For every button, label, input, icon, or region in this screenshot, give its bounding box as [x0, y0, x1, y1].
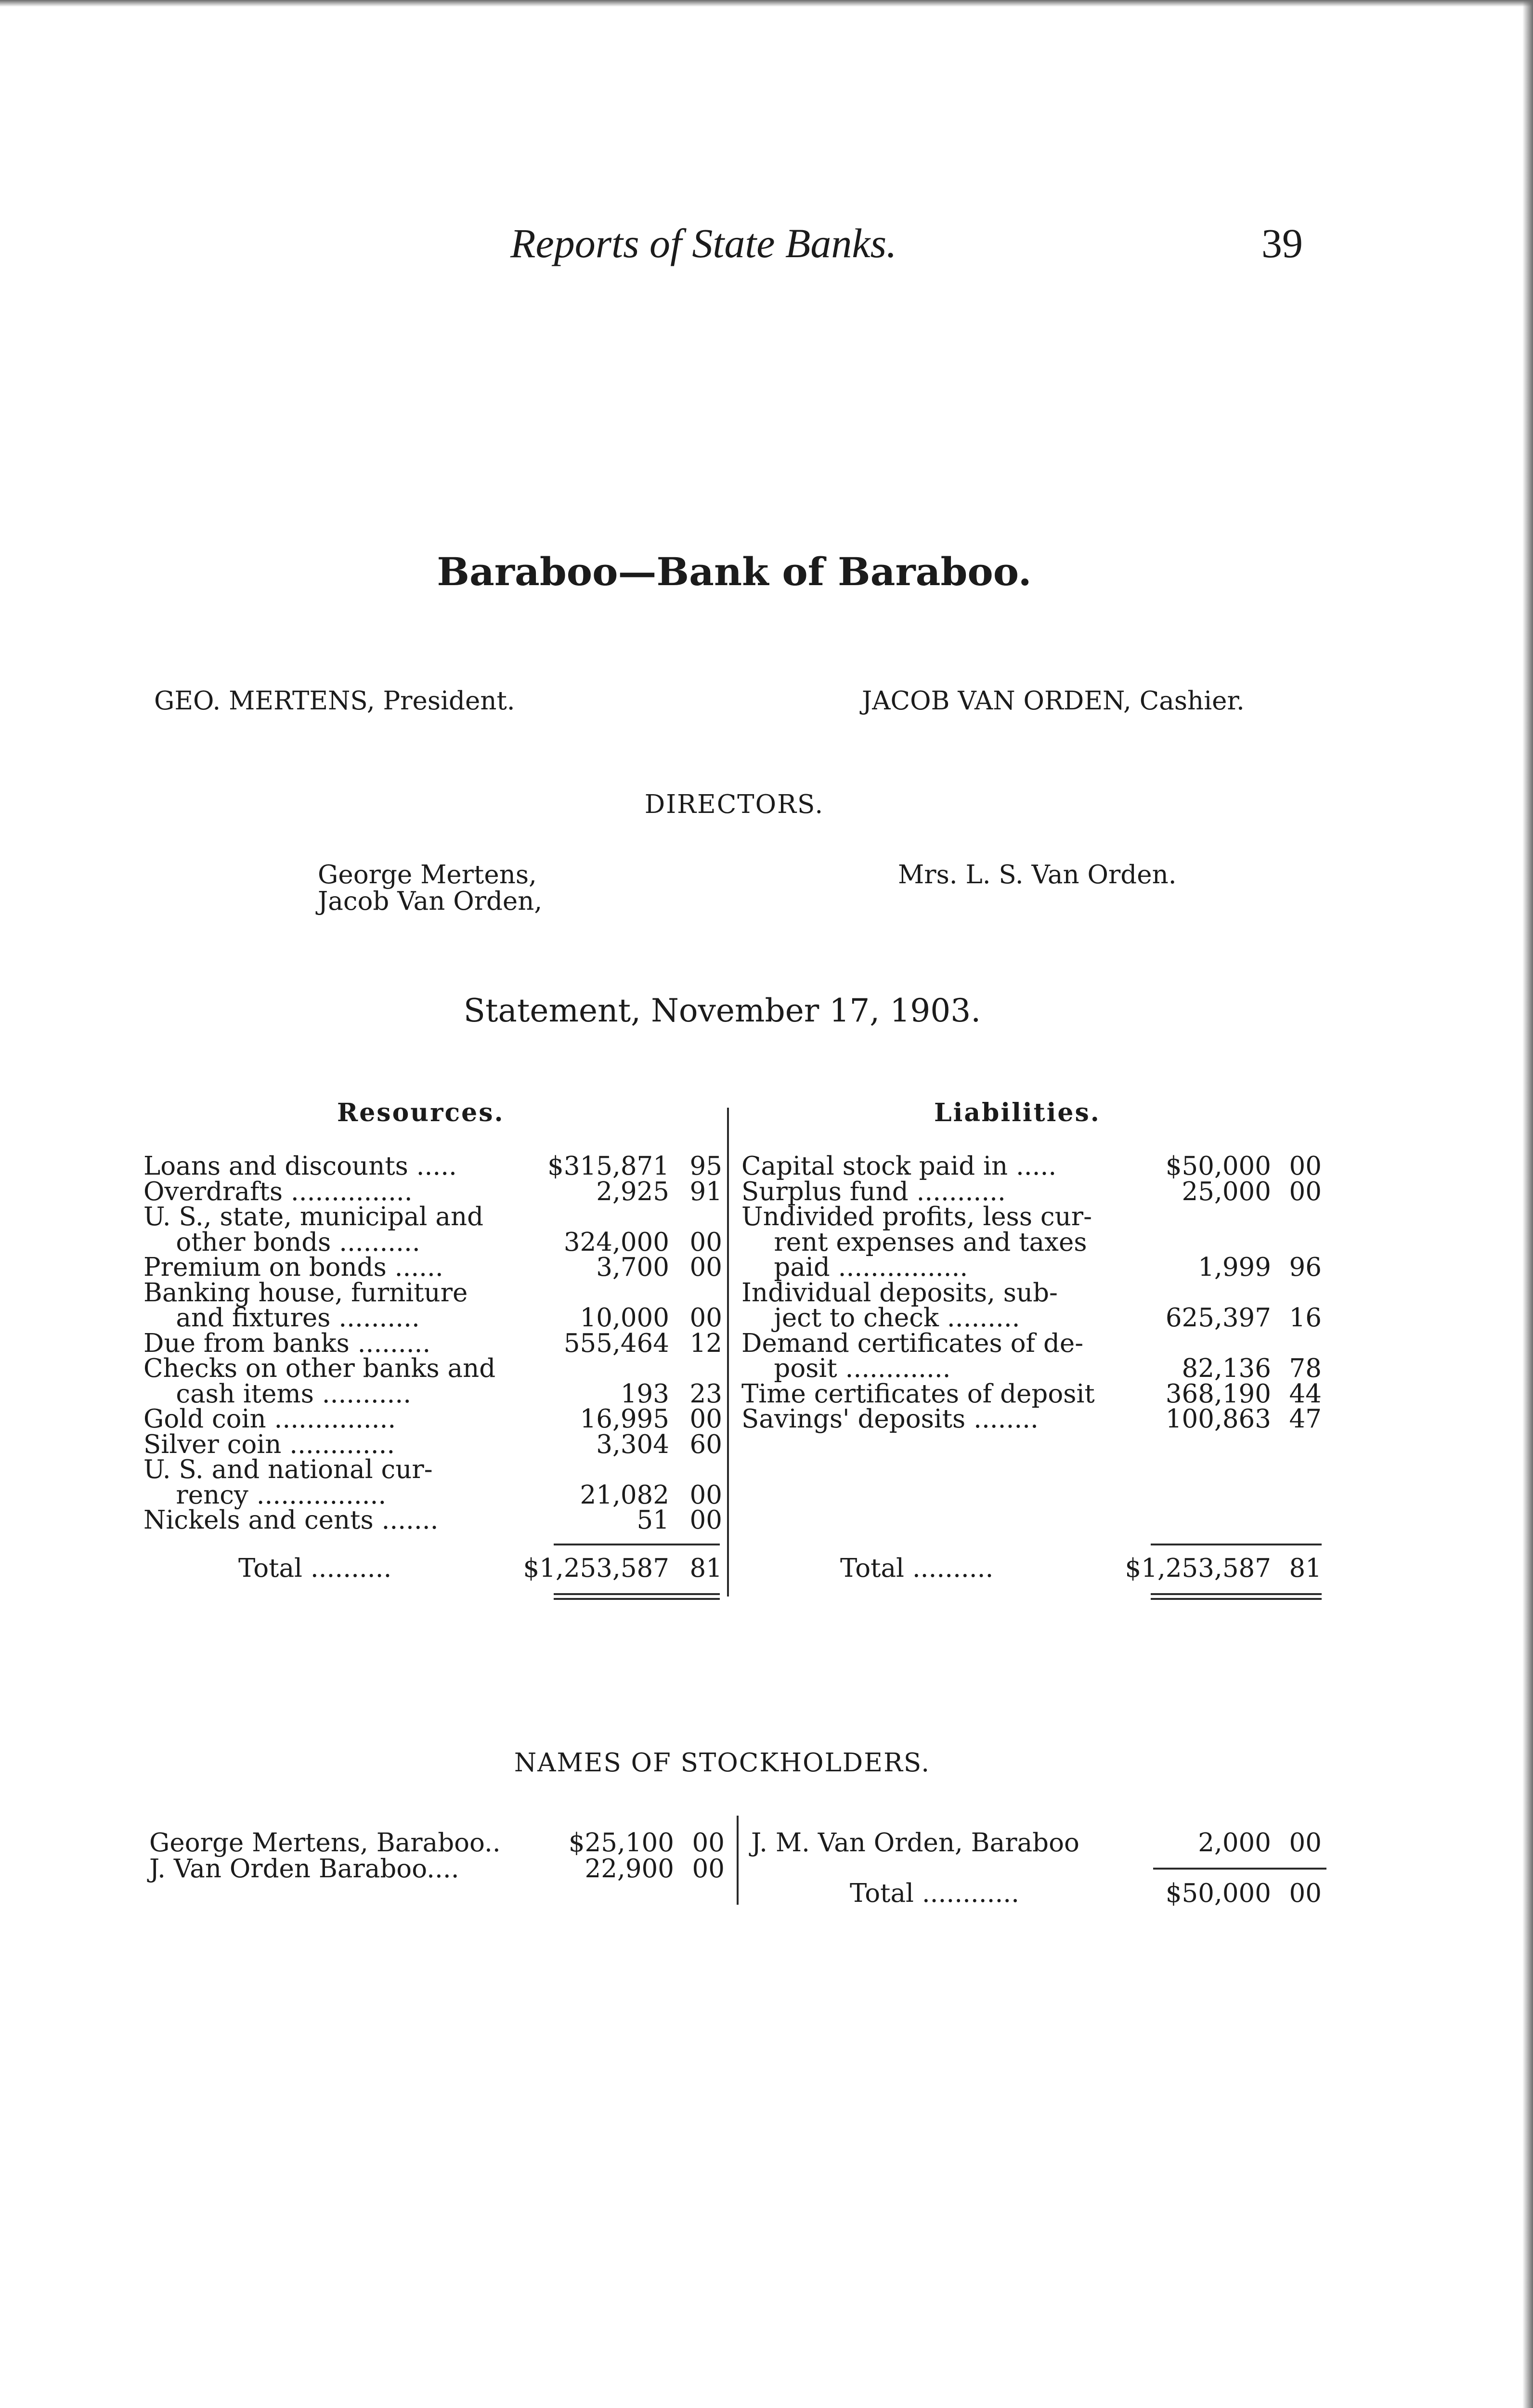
ledger-item-label: Premium on bonds ...... [143, 1253, 443, 1282]
ledger-item-label: paid ................ [741, 1253, 968, 1282]
ledger-item-cents: 00 [689, 1505, 722, 1535]
ledger-item-cents: 96 [1289, 1253, 1322, 1282]
ledger-item-dollars: 21,082 [580, 1480, 669, 1510]
resources-sum-rule [554, 1544, 720, 1545]
ledger-item-cents: 00 [689, 1303, 722, 1333]
ledger-item-label: Time certificates of deposit [741, 1379, 1095, 1409]
liabilities-sum-rule [1151, 1544, 1322, 1545]
cashier-line: JACOB VAN ORDEN, Cashier. [862, 686, 1245, 716]
statement-title: Statement, November 17, 1903. [463, 992, 981, 1029]
liabilities-heading: Liabilities. [934, 1098, 1101, 1127]
resources-total-dollars: $1,253,587 [523, 1554, 669, 1583]
stockholder-name: J. M. Van Orden, Baraboo [751, 1828, 1079, 1858]
ledger-item-dollars: 2,925 [596, 1177, 669, 1206]
ledger-item-label: Capital stock paid in ..... [741, 1152, 1057, 1181]
director-name: Jacob Van Orden, [318, 887, 543, 916]
resources-total-label: Total .......... [238, 1554, 392, 1583]
ledger-item-dollars: 625,397 [1165, 1303, 1271, 1333]
ledger-item-cents: 00 [1289, 1177, 1322, 1206]
stockholder-dollars: 22,900 [585, 1854, 674, 1884]
ledger-item-cents: 44 [1289, 1379, 1322, 1409]
stockholder-cents: 00 [692, 1854, 725, 1884]
stockholder-name: George Mertens, Baraboo.. [149, 1828, 501, 1858]
ledger-item-dollars: 1,999 [1198, 1253, 1271, 1282]
stockholders-total-dollars: $50,000 [1165, 1879, 1271, 1908]
ledger-item-cents: 23 [689, 1379, 722, 1409]
ledger-item-label: posit ............. [741, 1354, 951, 1383]
liabilities-total-cents: 81 [1289, 1554, 1322, 1583]
liabilities-total-dollars: $1,253,587 [1125, 1554, 1271, 1583]
ledger-item-dollars: 51 [637, 1505, 669, 1535]
ledger-item-cents: 00 [689, 1480, 722, 1510]
ledger-item-dollars: 16,995 [580, 1404, 669, 1434]
ledger-item-dollars: 193 [620, 1379, 669, 1409]
ledger-item-label: rency ................ [143, 1480, 387, 1510]
ledger-item-label: Banking house, furniture [143, 1278, 468, 1308]
ledger-item-label: and fixtures .......... [143, 1303, 420, 1333]
ledger-item-label: Due from banks ......... [143, 1328, 431, 1358]
column-divider [727, 1108, 729, 1597]
ledger-item-cents: 16 [1289, 1303, 1322, 1333]
resources-double-rule [554, 1598, 720, 1600]
liabilities-total-label: Total .......... [840, 1554, 994, 1583]
stockholder-dollars: 2,000 [1198, 1828, 1271, 1858]
resources-heading: Resources. [337, 1098, 505, 1127]
ledger-item-label: cash items ........... [143, 1379, 412, 1409]
ledger-item-label: Demand certificates of de- [741, 1328, 1084, 1358]
director-name: George Mertens, [318, 860, 537, 890]
stockholder-cents: 00 [1289, 1828, 1322, 1858]
ledger-item-dollars: 10,000 [580, 1303, 669, 1333]
ledger-item-label: Checks on other banks and [143, 1354, 496, 1383]
scan-top-edge [0, 0, 1533, 7]
ledger-item-dollars: 100,863 [1165, 1404, 1271, 1434]
ledger-item-cents: 95 [689, 1152, 722, 1181]
ledger-item-label: Surplus fund ........... [741, 1177, 1006, 1206]
ledger-item-label: Nickels and cents ....... [143, 1505, 439, 1535]
liabilities-double-rule [1151, 1598, 1322, 1600]
ledger-item-dollars: 368,190 [1165, 1379, 1271, 1409]
stockholders-total-label: Total ............ [850, 1879, 1020, 1908]
ledger-item-cents: 00 [689, 1404, 722, 1434]
directors-heading: DIRECTORS. [644, 790, 824, 819]
ledger-item-label: Overdrafts ............... [143, 1177, 413, 1206]
resources-double-rule [554, 1593, 720, 1595]
ledger-item-label: U. S. and national cur- [143, 1455, 433, 1484]
ledger-item-cents: 78 [1289, 1354, 1322, 1383]
ledger-item-label: Gold coin ............... [143, 1404, 396, 1434]
ledger-item-label: Savings' deposits ........ [741, 1404, 1039, 1434]
ledger-item-dollars: $315,871 [547, 1152, 669, 1181]
scan-right-edge [1522, 0, 1533, 2408]
liabilities-double-rule [1151, 1593, 1322, 1595]
ledger-item-label: U. S., state, municipal and [143, 1202, 484, 1231]
resources-total-cents: 81 [689, 1554, 722, 1583]
ledger-item-dollars: 82,136 [1182, 1354, 1271, 1383]
stockholder-cents: 00 [692, 1828, 725, 1858]
ledger-item-cents: 91 [689, 1177, 722, 1206]
running-title: Reports of State Banks. [510, 220, 897, 266]
ledger-item-cents: 60 [689, 1429, 722, 1459]
stockholders-heading: NAMES OF STOCKHOLDERS. [514, 1748, 931, 1778]
ledger-item-cents: 00 [1289, 1152, 1322, 1181]
president-line: GEO. MERTENS, President. [154, 686, 515, 716]
ledger-item-dollars: 3,700 [596, 1253, 669, 1282]
stockholders-sum-rule [1153, 1868, 1326, 1870]
ledger-item-dollars: 555,464 [563, 1328, 669, 1358]
ledger-item-dollars: $50,000 [1165, 1152, 1271, 1181]
ledger-item-label: rent expenses and taxes [741, 1227, 1087, 1257]
director-name: Mrs. L. S. Van Orden. [898, 860, 1177, 890]
ledger-item-label: Undivided profits, less cur- [741, 1202, 1092, 1231]
stockholder-dollars: $25,100 [568, 1828, 674, 1858]
ledger-item-label: ject to check ......... [741, 1303, 1020, 1333]
bank-title: Baraboo—Bank of Baraboo. [437, 549, 1032, 594]
ledger-item-dollars: 25,000 [1182, 1177, 1271, 1206]
stockholder-name: J. Van Orden Baraboo.... [149, 1854, 459, 1884]
page-number: 39 [1261, 220, 1303, 266]
ledger-item-cents: 00 [689, 1227, 722, 1257]
ledger-item-cents: 00 [689, 1253, 722, 1282]
ledger-item-label: Individual deposits, sub- [741, 1278, 1058, 1308]
ledger-item-dollars: 324,000 [563, 1227, 669, 1257]
stockholders-divider [737, 1816, 739, 1905]
stockholders-total-cents: 00 [1289, 1879, 1322, 1908]
ledger-item-label: other bonds .......... [143, 1227, 420, 1257]
ledger-item-dollars: 3,304 [596, 1429, 669, 1459]
ledger-item-cents: 47 [1289, 1404, 1322, 1434]
ledger-item-label: Silver coin ............. [143, 1429, 395, 1459]
ledger-item-cents: 12 [689, 1328, 722, 1358]
ledger-item-label: Loans and discounts ..... [143, 1152, 457, 1181]
